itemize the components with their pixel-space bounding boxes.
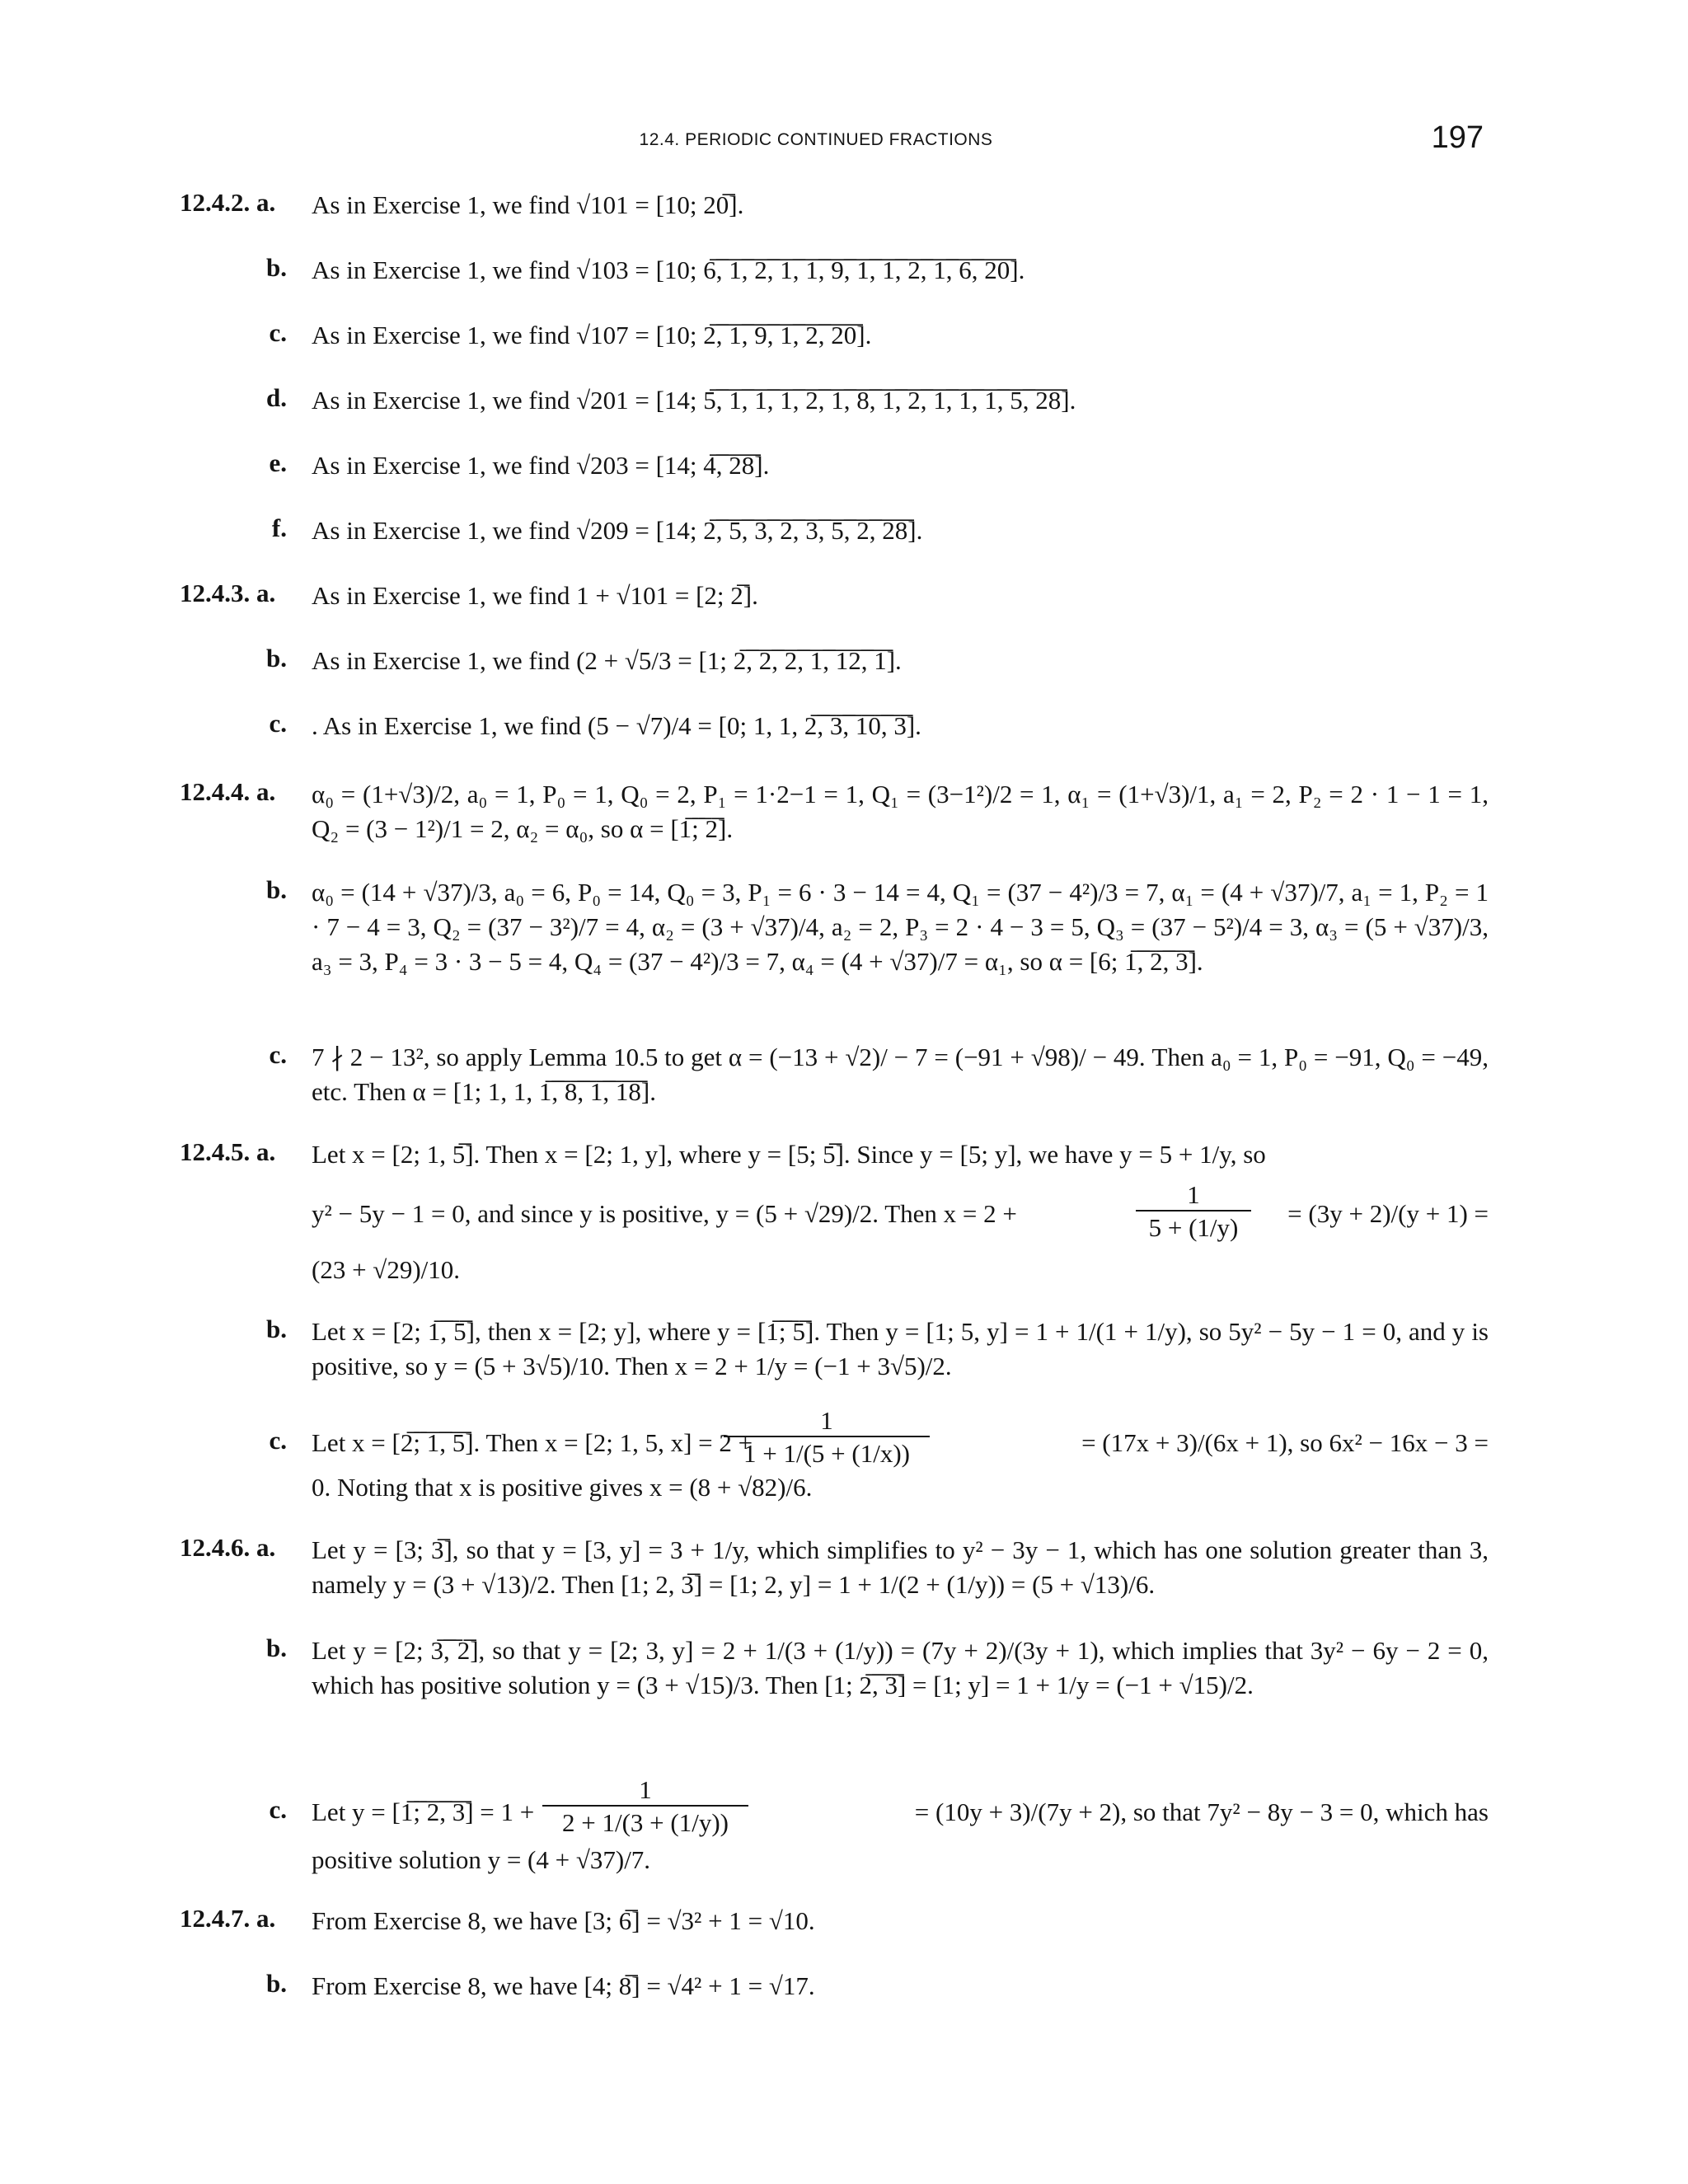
exercise-label: c.	[269, 1040, 287, 1069]
exercise-text-line: positive solution y = (4 + √37)/7.	[312, 1845, 651, 1874]
exercise-label: f.	[271, 513, 287, 542]
exercise-text: Let y = [1̅;̅ ̅2̅,̅ ̅3̅] = 1 +	[312, 1797, 535, 1826]
exercise-label: 12.4.5. a.	[180, 1137, 276, 1166]
exercise-label: c.	[269, 1795, 287, 1824]
exercise-label: c.	[269, 318, 287, 347]
exercise-label: c.	[269, 709, 287, 738]
fraction	[724, 1406, 930, 1470]
exercise-label: b.	[266, 875, 287, 904]
exercise-label: c.	[269, 1426, 287, 1455]
exercise-text-line: Let x = [2; 1, 5̅]. Then x = [2; 1, y], where y = [5; 5̅]. Since y = [5; y], we have y = 5 + 1/y, so	[312, 1140, 1266, 1169]
fraction-denominator: 2 + 1/(3 + (1/y))	[562, 1808, 729, 1837]
exercise-text: = (17x + 3)/(6x + 1), so 6x² − 16x − 3 =	[1081, 1428, 1489, 1457]
exercise-label: b.	[266, 1969, 287, 1998]
exercise-text: α₀ = (1+√3)/2, a₀ = 1, P₀ = 1, Q₀ = 2, P₁ = 1·2−1 = 1, Q₁ = (3−1²)/2 = 1, α₁ = (1+√3)/1, a₁ = 2, P₂ = 2 · 1 − 1 = 1, Q₂ = (3 − 1²)/1 = 2, α₂ = α₀, so α = [1̅;̅ ̅2̅].	[312, 780, 1489, 843]
exercise-label: 12.4.4. a.	[180, 777, 276, 806]
exercise-text: Let y = [2; 3̅,̅ ̅2̅], so that y = [2; 3, y] = 2 + 1/(3 + (1/y)) = (7y + 2)/(3y + 1), which implies that 3y² − 6y − 2 = 0, which has positive solution y = (3 + √15)/3. Then [1; 2̅,̅ ̅3̅] = [1; y] = 1 + 1/y = (−1 + √15)/2.	[312, 1636, 1489, 1699]
exercise-text: 7 ∤ 2 − 13², so apply Lemma 10.5 to get α = (−13 + √2)/ − 7 = (−91 + √98)/ − 49. Then a₀ = 1, P₀ = −91, Q₀ = −49, etc. Then α = [1; 1, 1, 1̅,̅ ̅8̅,̅ ̅1̅,̅ ̅1̅8̅].	[312, 1043, 1489, 1106]
exercise-label: b.	[266, 644, 287, 673]
section-title: 12.4. PERIODIC CONTINUED FRACTIONS	[639, 130, 993, 149]
exercise-label: e.	[269, 448, 287, 477]
exercise-text: As in Exercise 1, we find 1 + √101 = [2; 2̅].	[312, 581, 758, 610]
exercise-text: . As in Exercise 1, we find (5 − √7)/4 = [0; 1, 1, 2̅,̅ ̅3̅,̅ ̅1̅0̅,̅ ̅3̅].	[312, 711, 921, 740]
running-header	[0, 120, 1688, 165]
exercise-text: As in Exercise 1, we find √209 = [14; 2̅,̅ ̅5̅,̅ ̅3̅,̅ ̅2̅,̅ ̅3̅,̅ ̅5̅,̅ ̅2̅,̅ ̅2̅8̅].	[312, 516, 923, 545]
exercise-label: b.	[266, 1633, 287, 1662]
exercise-text-line: 0. Noting that x is positive gives x = (8 + √82)/6.	[312, 1473, 813, 1502]
fraction-numerator: 1	[724, 1406, 930, 1437]
exercise-label: 12.4.3. a.	[180, 579, 276, 607]
exercise-text-line	[312, 1180, 1489, 1246]
exercise-label: 12.4.6. a.	[180, 1533, 276, 1562]
exercise-text: As in Exercise 1, we find √107 = [10; 2̅,̅ ̅1̅,̅ ̅9̅,̅ ̅1̅,̅ ̅2̅,̅ ̅2̅0̅].	[312, 321, 872, 349]
exercise-text: As in Exercise 1, we find (2 + √5/3 = [1; 2̅,̅ ̅2̅,̅ ̅2̅,̅ ̅1̅,̅ ̅1̅2̅,̅ ̅1̅].	[312, 646, 902, 675]
exercise-text: Let y = [3; 3̅], so that y = [3, y] = 3 + 1/y, which simplifies to y² − 3y − 1, which has one solution greater than 3, namely y = (3 + √13)/2. Then [1; 2, 3̅] = [1; 2, y] = 1 + 1/(2 + (1/y)) = (5 + √13)/6.	[312, 1535, 1489, 1599]
exercise-text-line	[312, 1401, 1489, 1467]
exercise-text: = (10y + 3)/(7y + 2), so that 7y² − 8y − 3 = 0, which has	[914, 1797, 1489, 1826]
fraction	[542, 1775, 748, 1840]
exercise-text-line: (23 + √29)/10.	[312, 1255, 461, 1284]
exercise-text: As in Exercise 1, we find √103 = [10; 6̅,̅ ̅1̅,̅ ̅2̅,̅ ̅1̅,̅ ̅1̅,̅ ̅9̅,̅ ̅1̅,̅ ̅1̅,̅ ̅2̅,̅ ̅1̅,̅ ̅6̅,̅ ̅2̅0̅].	[312, 255, 1025, 284]
fraction	[1136, 1180, 1251, 1244]
fraction-denominator: 1 + 1/(5 + (1/x))	[743, 1439, 910, 1468]
exercise-text-line	[312, 1770, 1489, 1836]
exercise-text: α₀ = (14 + √37)/3, a₀ = 6, P₀ = 14, Q₀ = 3, P₁ = 6 · 3 − 14 = 4, Q₁ = (37 − 4²)/3 = 7, α₁ = (4 + √37)/7, a₁ = 1, P₂ = 1 · 7 − 4 = 3, Q₂ = (37 − 3²)/7 = 4, α₂ = (3 + √37)/4, a₂ = 2, P₃ = 2 · 4 − 3 = 5, Q₃ = (37 − 5²)/4 = 3, α₃ = (5 + √37)/3, a₃ = 3, P₄ = 3 · 3 − 5 = 4, Q₄ = (37 − 4²)/3 = 7, α₄ = (4 + √37)/7 = α₁, so α = [6; 1̅,̅ ̅2̅,̅ ̅3̅].	[312, 878, 1489, 976]
exercise-text: y² − 5y − 1 = 0, and since y is positive, y = (5 + √29)/2. Then x = 2 +	[312, 1199, 1017, 1228]
exercise-text: From Exercise 8, we have [4; 8̅] = √4² + 1 = √17.	[312, 1971, 815, 2000]
exercise-text: As in Exercise 1, we find √101 = [10; 20̅].	[312, 190, 744, 219]
exercise-text: Let x = [2̅;̅ ̅1̅,̅ ̅5̅]. Then x = [2; 1, 5, x] = 2 +	[312, 1428, 753, 1457]
page-number: 197	[1431, 120, 1484, 155]
exercise-text: As in Exercise 1, we find √201 = [14; 5̅,̅ ̅1̅,̅ ̅1̅,̅ ̅1̅,̅ ̅2̅,̅ ̅1̅,̅ ̅8̅,̅ ̅1̅,̅ ̅2̅,̅ ̅1̅,̅ ̅1̅,̅ ̅1̅,̅ ̅5̅,̅ ̅2̅8̅].	[312, 386, 1076, 415]
exercise-label: b.	[266, 253, 287, 282]
exercise-label: 12.4.2. a.	[180, 188, 276, 217]
exercise-label: d.	[266, 383, 287, 412]
exercise-text: = (3y + 2)/(y + 1) =	[1287, 1199, 1489, 1228]
exercise-text: From Exercise 8, we have [3; 6̅] = √3² + 1 = √10.	[312, 1906, 815, 1935]
fraction-numerator: 1	[542, 1775, 748, 1807]
exercise-label: 12.4.7. a.	[180, 1904, 276, 1933]
fraction-denominator: 5 + (1/y)	[1148, 1213, 1239, 1242]
exercise-text: Let x = [2; 1̅,̅ ̅5̅], then x = [2; y], where y = [1̅;̅ ̅5̅]. Then y = [1; 5, y] = 1 + 1/(1 + 1/y), so 5y² − 5y − 1 = 0, and y is positive, so y = (5 + 3√5)/10. Then x = 2 + 1/y = (−1 + 3√5)/2.	[312, 1317, 1489, 1380]
fraction-numerator: 1	[1136, 1180, 1251, 1212]
exercise-text: As in Exercise 1, we find √203 = [14; 4̅,̅ ̅2̅8̅].	[312, 451, 770, 480]
exercise-label: b.	[266, 1315, 287, 1343]
